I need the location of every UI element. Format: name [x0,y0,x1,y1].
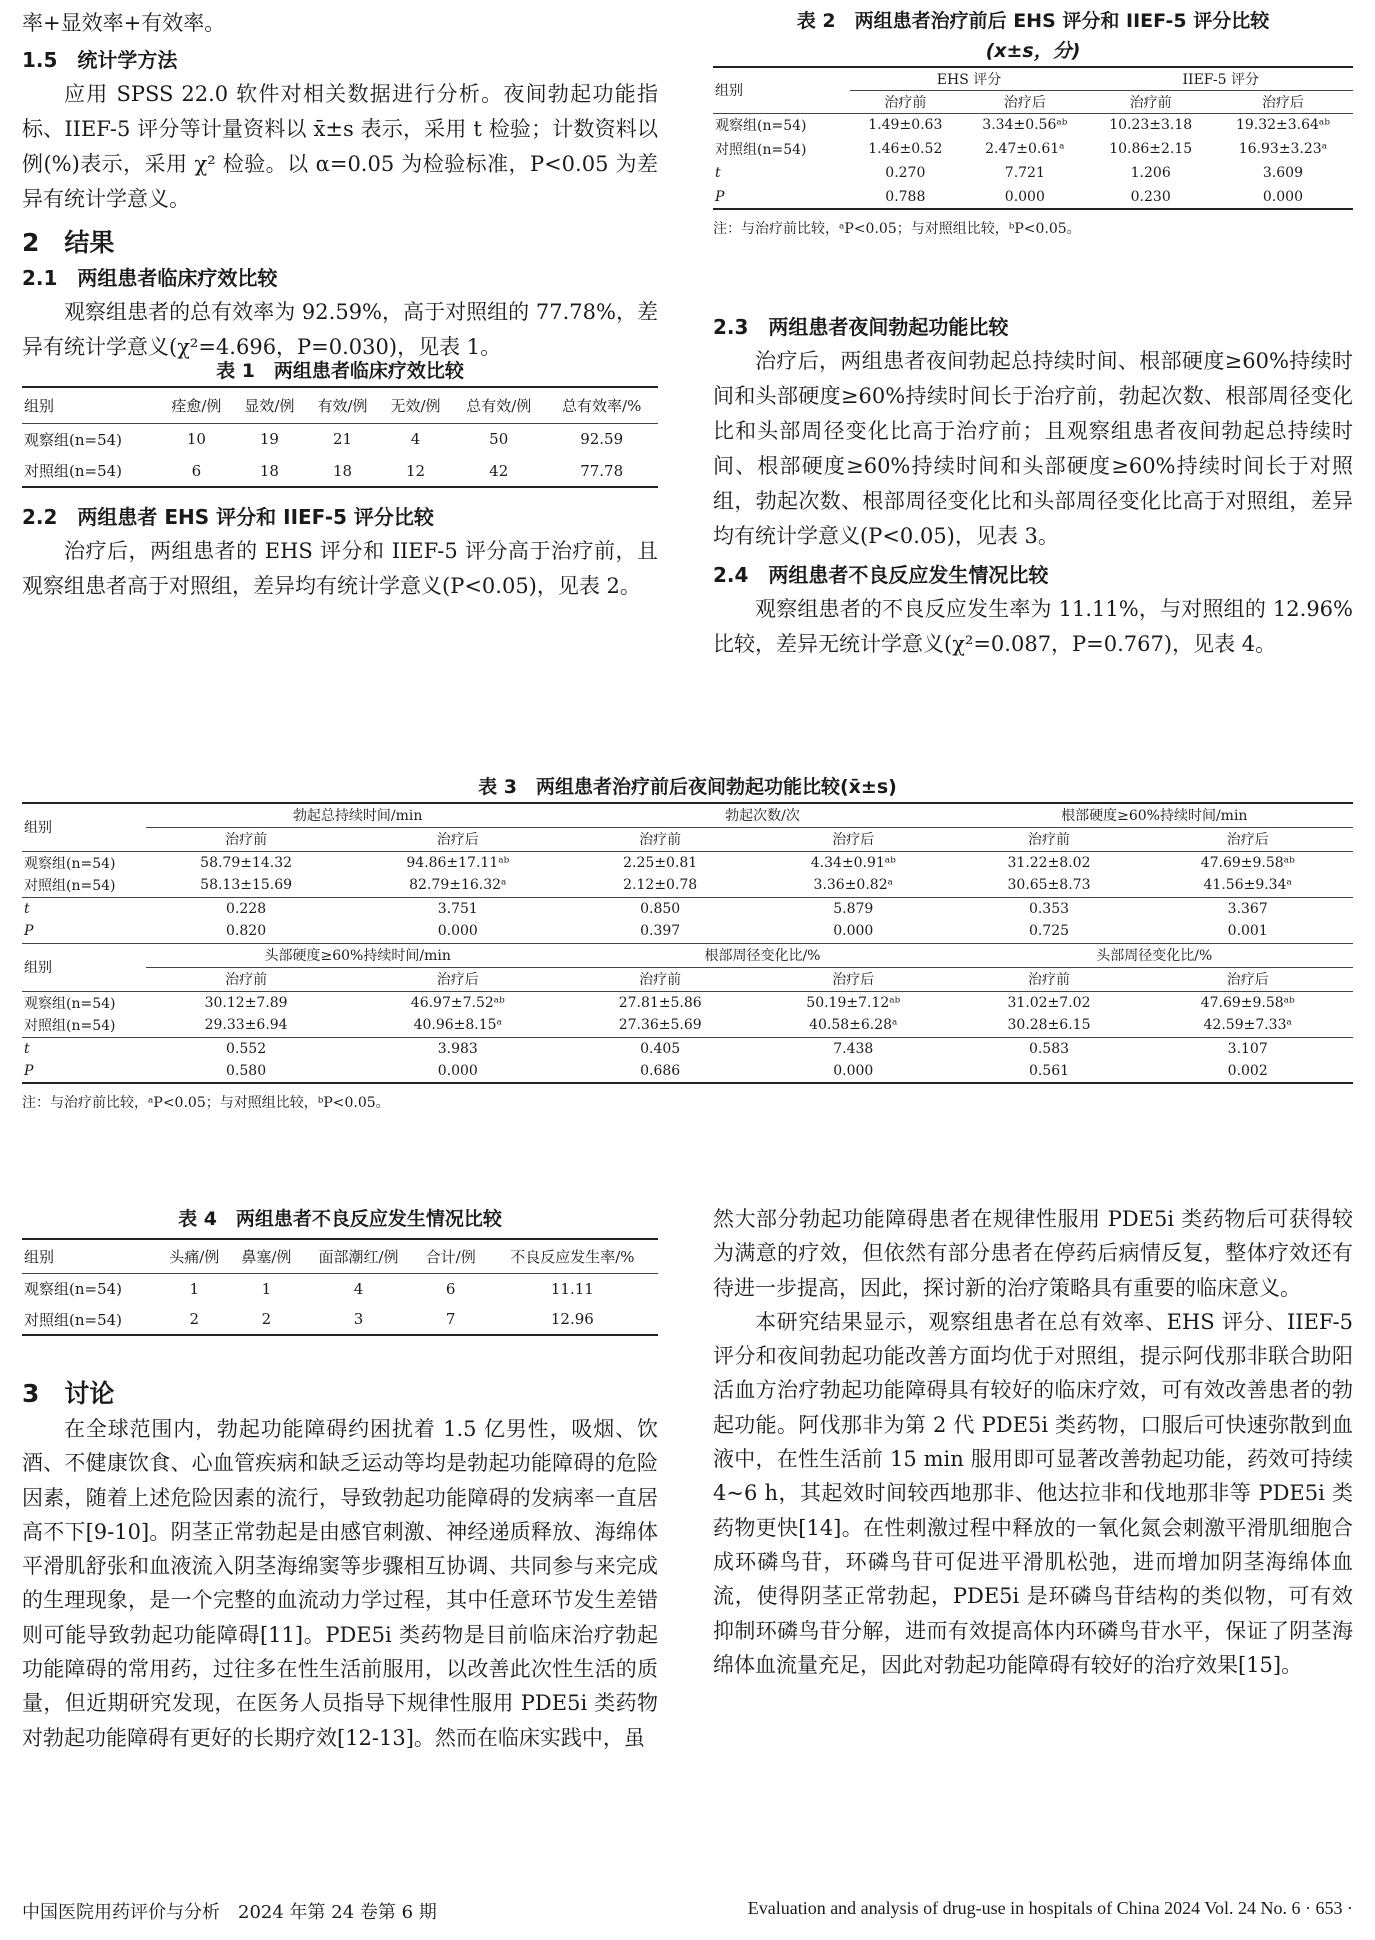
table-2-cell: 3.34±0.56ᵃᵇ [982,117,1068,134]
table-3-cell: 7.438 [833,1040,874,1057]
section-2-1-heading: 2.1 两组患者临床疗效比较 [22,266,278,290]
table-2-cell: t [715,165,721,181]
table-3 [22,772,1353,1114]
table-2-cell: 对照组(n=54) [715,142,807,158]
table-3-cell: 0.725 [1028,923,1070,940]
table-3-group-title: 根部硬度≥60%持续时间/min [956,803,1353,827]
table-3-cell: 0.000 [437,1063,478,1079]
table-3-cell: 0.583 [1028,1040,1070,1057]
table-1-cell: 18 [332,461,353,480]
table-2-cell: 观察组(n=54) [715,118,807,135]
table-4-cell: 12.96 [550,1310,594,1328]
table-3-caption: 表 3 两组患者治疗前后夜间勃起功能比较(x̄±s) [478,776,897,798]
table-3-after-header: 治疗后 [832,972,875,988]
table-2-cell: 0.788 [885,188,926,205]
table-3-cell: 94.86±17.11ᵃᵇ [406,854,510,871]
table-3-cell: 观察组(n=54) [24,995,116,1012]
table-3-cell: 3.107 [1227,1040,1268,1057]
table-3-cell: 50.19±7.12ᵃᵇ [806,994,901,1011]
table-2-cell: 1.206 [1130,165,1171,181]
table-4-header: 不良反应发生率/% [510,1247,635,1266]
footer-journal-cn: 中国医院用药评价与分析 2024 年第 24 卷第 6 期 [22,1902,437,1923]
table-1-cell: 10 [186,430,206,449]
table-3-cell: 0.353 [1028,900,1070,917]
section-2-2 [22,500,658,604]
adverse-reaction-paragraph: 观察组患者的不良反应发生率为 11.11%，与对照组的 12.96%比较，差异无统计学意义(χ²=0.087，P=0.767)，见表 4。 [713,597,1353,656]
table-3-cell: 4.34±0.91ᵃᵇ [810,854,896,871]
table-row [22,874,1353,897]
table-3-cell: 27.36±5.69 [618,1017,702,1034]
table-3-cell: 47.69±9.58ᵃᵇ [1200,854,1295,871]
table-3-group-title: 头部周径变化比/% [956,943,1353,967]
table-1-cell: 42 [489,461,509,480]
table-3-cell: 29.33±6.94 [204,1017,288,1034]
discussion-paragraph-3: 本研究结果显示，观察组患者在总有效率、EHS 评分、IIEF-5 评分和夜间勃起功能改善方面均优于对照组，提示阿伐那非联合助阳活血方治疗勃起功能障碍具有较好的临床疗效，可有效改善患者的勃起功能。阿伐那非为第 2 代 PDE5i 类药物，口服后可快速弥散到血液中，在性生活前 15 min 服用即可显著改善勃起功能，药效可持续 4~6 h，其起效时间较西地那非、他达拉非和伐地那非等 PDE5i 类药物更快[14]。在性刺激过程中释放的一氧化氮会刺激平滑肌细胞合成环磷鸟苷，环磷鸟苷可促进平滑肌松弛，进而增加阴茎海绵体血流，使得阴茎正常勃起，PDE5i 是环磷鸟苷结构的类似物，可有效抑制环磷鸟苷分解，进而有效提高体内环磷鸟苷水平，保证了阴茎海绵体血流量充足，因此对勃起功能障碍有较好的治疗效果[15]。 [713,1309,1353,1677]
table-3-after-header: 治疗后 [832,832,875,848]
table-2-after-header: 治疗后 [1003,94,1046,111]
table-2-cell: 16.93±3.23ᵃ [1238,141,1328,157]
table-3-cell: 0.000 [833,923,874,940]
table-4-cell: 观察组(n=54) [24,1280,123,1299]
table-3-after-header: 治疗后 [436,832,479,848]
table-row [22,1014,1353,1037]
table-2-after-header: 治疗后 [1261,94,1304,111]
table-1-header: 有效/例 [317,396,368,415]
table-3-group-title: 头部硬度≥60%持续时间/min [146,943,569,967]
table-3-grid [22,802,1353,1084]
table-4-header: 头痛/例 [169,1247,220,1266]
discussion-right [713,1202,1353,1682]
table-3-cell: 40.58±6.28ᵃ [809,1017,898,1034]
table-3-after-header: 治疗后 [1226,832,1269,848]
table-3-cell: 58.13±15.69 [200,877,293,894]
table-2-cell: 0.000 [1262,188,1303,205]
table-2-cell: 19.32±3.64ᵃᵇ [1235,117,1330,134]
table-3-cell: 58.79±14.32 [200,854,293,871]
right-column-text [713,310,1353,662]
table-row [713,113,1353,137]
table-row [22,1037,1353,1060]
table-2-cell: 2.47±0.61ᵃ [985,141,1065,157]
nocturnal-erection-paragraph: 治疗后，两组患者夜间勃起总持续时间、根部硬度≥60%持续时间和头部硬度≥60%持续时间长于治疗前，勃起次数、根部周径变化比和头部周径变化比高于治疗前；且观察组患者夜间勃起总持续时间、根部硬度≥60%持续时间和头部硬度≥60%持续时间长于对照组，勃起次数、根部周径变化比和头部周径变化比高于对照组，差异均有统计学意义(P<0.05)，见表 3。 [713,349,1353,548]
table-row [22,455,658,487]
table-3-group-header: 组别 [22,943,146,991]
table-2-cell: 3.609 [1262,165,1303,181]
table-4-cell: 1 [261,1279,272,1298]
table-3-note: 注：与治疗前比较，ᵃP<0.05；与对照组比较，ᵇP<0.05。 [22,1095,390,1111]
table-3-before-header: 治疗前 [225,832,268,848]
table-2-cell: 0.000 [1004,188,1045,205]
discussion-paragraph-1: 在全球范围内，勃起功能障碍约困扰着 1.5 亿男性，吸烟、饮酒、不健康饮食、心血管疾病和缺乏运动等均是勃起功能障碍的危险因素，随着上述危险因素的流行，导致勃起功能障碍的发病率一直居高不下[9-10]。阴茎正常勃起是由感官刺激、神经递质释放、海绵体平滑肌舒张和血液流入阴茎海绵窦等步骤相互协调、共同参与来完成的生理现象，是一个完整的血流动力学过程，其中任意环节发生差错则可能导致勃起功能障碍[11]。PDE5i 类药物是目前临床治疗勃起功能障碍的常用药，过往多在性生活前服用，以改善此次性生活的质量，但近期研究发现，在医务人员指导下规律性服用 PDE5i 类药物对勃起功能障碍有更好的长期疗效[12-13]。然而在临床实践中，虽 [22,1417,658,1750]
table-1 [22,356,658,488]
table-1-cell: 12 [405,461,426,480]
table-1-caption: 表 1 两组患者临床疗效比较 [216,360,464,382]
table-3-cell: 0.580 [226,1063,267,1079]
table-3-cell: 3.367 [1227,900,1268,917]
table-3-cell: 30.65±8.73 [1007,877,1091,894]
table-2-cell: 1.49±0.63 [868,117,943,134]
table-row [22,1273,658,1304]
table-3-cell: 31.02±7.02 [1007,994,1091,1011]
table-3-before-header: 治疗前 [1027,972,1070,988]
table-3-cell: 82.79±16.32ᵃ [409,877,507,894]
table-2 [713,6,1353,240]
table-4-cell: 对照组(n=54) [24,1310,123,1329]
table-2-cell: 0.270 [885,165,926,181]
table-4-header: 合计/例 [425,1247,476,1266]
section-2-heading: 2 结果 [22,228,115,257]
table-3-group-title: 勃起总持续时间/min [146,803,569,827]
table-3-cell: 0.228 [226,900,267,917]
table-3-cell: 41.56±9.34ᵃ [1203,877,1292,894]
table-1-cell: 92.59 [580,430,624,449]
table-3-cell: 3.36±0.82ᵃ [813,877,894,894]
table-2-ehs-header: EHS 评分 [850,67,1089,90]
section-1-5-heading: 1.5 统计学方法 [22,48,178,72]
table-row [22,1060,1353,1083]
table-4-header: 组别 [24,1247,55,1266]
table-3-cell: 对照组(n=54) [24,878,116,895]
table-3-cell: 46.97±7.52ᵃᵇ [410,994,505,1011]
table-3-cell: 30.12±7.89 [204,994,288,1011]
table-row [22,920,1353,943]
table-3-cell: 0.820 [226,923,267,940]
table-4-caption: 表 4 两组患者不良反应发生情况比较 [178,1208,502,1230]
table-1-header: 总有效/例 [466,396,532,415]
section-3-heading: 3 讨论 [22,1379,115,1408]
table-3-after-header: 治疗后 [1226,972,1269,988]
table-2-cell: P [715,188,725,205]
table-2-note: 注：与治疗前比较，ᵃP<0.05；与对照组比较，ᵇP<0.05。 [713,221,1081,237]
table-4-cell: 6 [445,1279,456,1298]
table-row [22,423,658,455]
table-3-cell: 观察组(n=54) [24,855,116,872]
table-3-cell: 30.28±6.15 [1007,1017,1091,1034]
table-row [713,161,1353,185]
table-3-cell: 31.22±8.02 [1007,854,1091,871]
table-2-subcaption: (x±s，分) [985,40,1081,62]
table-1-cell: 6 [191,461,202,480]
table-3-cell: 3.983 [437,1040,478,1057]
table-3-cell: 0.850 [640,900,681,917]
table-3-cell: 0.552 [226,1040,267,1057]
table-1-cell: 对照组(n=54) [24,462,123,480]
table-3-cell: P [24,1063,34,1079]
table-row [713,137,1353,161]
table-3-cell: 47.69±9.58ᵃᵇ [1200,994,1295,1011]
table-3-group-header: 组别 [22,803,146,851]
table-3-cell: t [24,900,30,917]
table-3-cell: 0.001 [1227,923,1268,940]
table-4-cell: 4 [353,1279,364,1298]
table-3-cell: 对照组(n=54) [24,1018,116,1035]
table-3-cell: 40.96±8.15ᵃ [413,1017,502,1034]
table-4-cell: 3 [353,1310,364,1328]
table-1-header: 无效/例 [390,396,441,415]
table-4-grid [22,1238,658,1336]
table-4-header: 鼻塞/例 [241,1247,292,1266]
table-3-before-header: 治疗前 [225,972,268,988]
table-1-cell: 19 [259,430,279,449]
table-3-cell: 0.405 [640,1040,681,1057]
table-4-cell: 2 [261,1310,272,1328]
table-3-cell: 2.25±0.81 [623,854,698,871]
table-1-cell: 观察组(n=54) [24,430,123,449]
table-3-cell: 3.751 [437,900,478,917]
table-1-cell: 21 [332,430,353,449]
discussion-left [22,1376,658,1755]
table-3-cell: 0.397 [640,923,681,940]
table-1-header: 痊愈/例 [171,396,222,415]
table-2-cell: 1.46±0.52 [868,141,943,157]
table-3-cell: P [24,923,34,940]
table-3-group-title: 勃起次数/次 [569,803,955,827]
table-row [22,991,1353,1014]
paragraph-fragment: 率+显效率+有效率。 [22,11,226,35]
table-2-iief-header: IIEF-5 评分 [1089,67,1353,90]
table-3-cell: 5.879 [833,900,874,917]
table-3-cell: 2.12±0.78 [623,877,698,894]
table-3-before-header: 治疗前 [639,972,682,988]
table-4-cell: 1 [189,1279,199,1298]
left-column [22,6,658,365]
table-3-after-header: 治疗后 [436,972,479,988]
ehs-paragraph: 治疗后，两组患者的 EHS 评分和 IIEF-5 评分高于治疗前，且观察组患者高于对照组，差异均有统计学意义(P<0.05)，见表 2。 [22,539,658,598]
table-3-cell: 27.81±5.86 [618,994,702,1011]
table-3-cell: 0.000 [437,923,478,940]
table-3-group-title: 根部周径变化比/% [569,943,955,967]
table-4-cell: 2 [189,1310,199,1328]
table-row [713,185,1353,209]
table-2-group-header: 组别 [713,67,850,113]
table-1-header: 组别 [24,396,55,415]
stats-methods-paragraph: 应用 SPSS 22.0 软件对相关数据进行分析。夜间勃起功能指标、IIEF-5 评分等计量资料以 x̄±s 表示，采用 t 检验；计数资料以例(%)表示，采用 χ² 检验。以 α=0.05 为检验标准，P<0.05 为差异有统计学意义。 [22,82,658,211]
table-3-cell: 0.000 [833,1063,874,1079]
table-3-cell: 0.002 [1227,1063,1268,1079]
table-2-cell: 10.23±3.18 [1109,117,1193,134]
table-4 [22,1204,658,1336]
table-1-header: 总有效率/% [562,396,642,415]
table-2-before-header: 治疗前 [1129,94,1172,111]
table-1-header: 显效/例 [244,396,295,415]
table-1-cell: 4 [410,430,421,449]
section-2-4-heading: 2.4 两组患者不良反应发生情况比较 [713,563,1049,587]
table-2-cell: 10.86±2.15 [1109,141,1193,157]
table-4-header: 面部潮红/例 [318,1247,399,1266]
table-2-before-header: 治疗前 [884,94,927,111]
table-1-grid [22,386,658,488]
table-2-cell: 7.721 [1004,165,1045,181]
table-row [22,897,1353,920]
efficacy-paragraph: 观察组患者的总有效率为 92.59%，高于对照组的 77.78%，差异有统计学意义(χ²=4.696，P=0.030)，见表 1。 [22,300,658,359]
table-4-cell: 7 [445,1310,456,1328]
table-2-grid [713,66,1353,210]
table-3-cell: t [24,1040,30,1057]
table-row [22,1304,658,1335]
table-3-cell: 0.686 [640,1063,681,1079]
table-3-before-header: 治疗前 [1027,832,1070,848]
table-1-cell: 50 [489,430,509,449]
table-4-cell: 11.11 [550,1279,594,1298]
table-3-cell: 0.561 [1028,1063,1070,1079]
footer-journal-en: Evaluation and analysis of drug-use in hospitals of China 2024 Vol. 24 No. 6 · 653 · [747,1898,1353,1918]
table-1-cell: 77.78 [580,461,624,480]
table-2-caption: 表 2 两组患者治疗前后 EHS 评分和 IIEF-5 评分比较 [796,10,1270,32]
table-row [22,851,1353,874]
discussion-paragraph-2: 然大部分勃起功能障碍患者在规律性服用 PDE5i 类药物后可获得较为满意的疗效，但依然有部分患者在停药后病情反复，整体疗效还有待进一步提高，因此，探讨新的治疗策略具有重要的临床意义。 [713,1207,1353,1300]
section-2-3-heading: 2.3 两组患者夜间勃起功能比较 [713,315,1009,339]
table-3-cell: 42.59±7.33ᵃ [1203,1017,1292,1034]
table-1-cell: 18 [259,461,279,480]
table-2-cell: 0.230 [1130,188,1171,205]
section-2-2-heading: 2.2 两组患者 EHS 评分和 IIEF-5 评分比较 [22,505,434,529]
table-3-before-header: 治疗前 [639,832,682,848]
